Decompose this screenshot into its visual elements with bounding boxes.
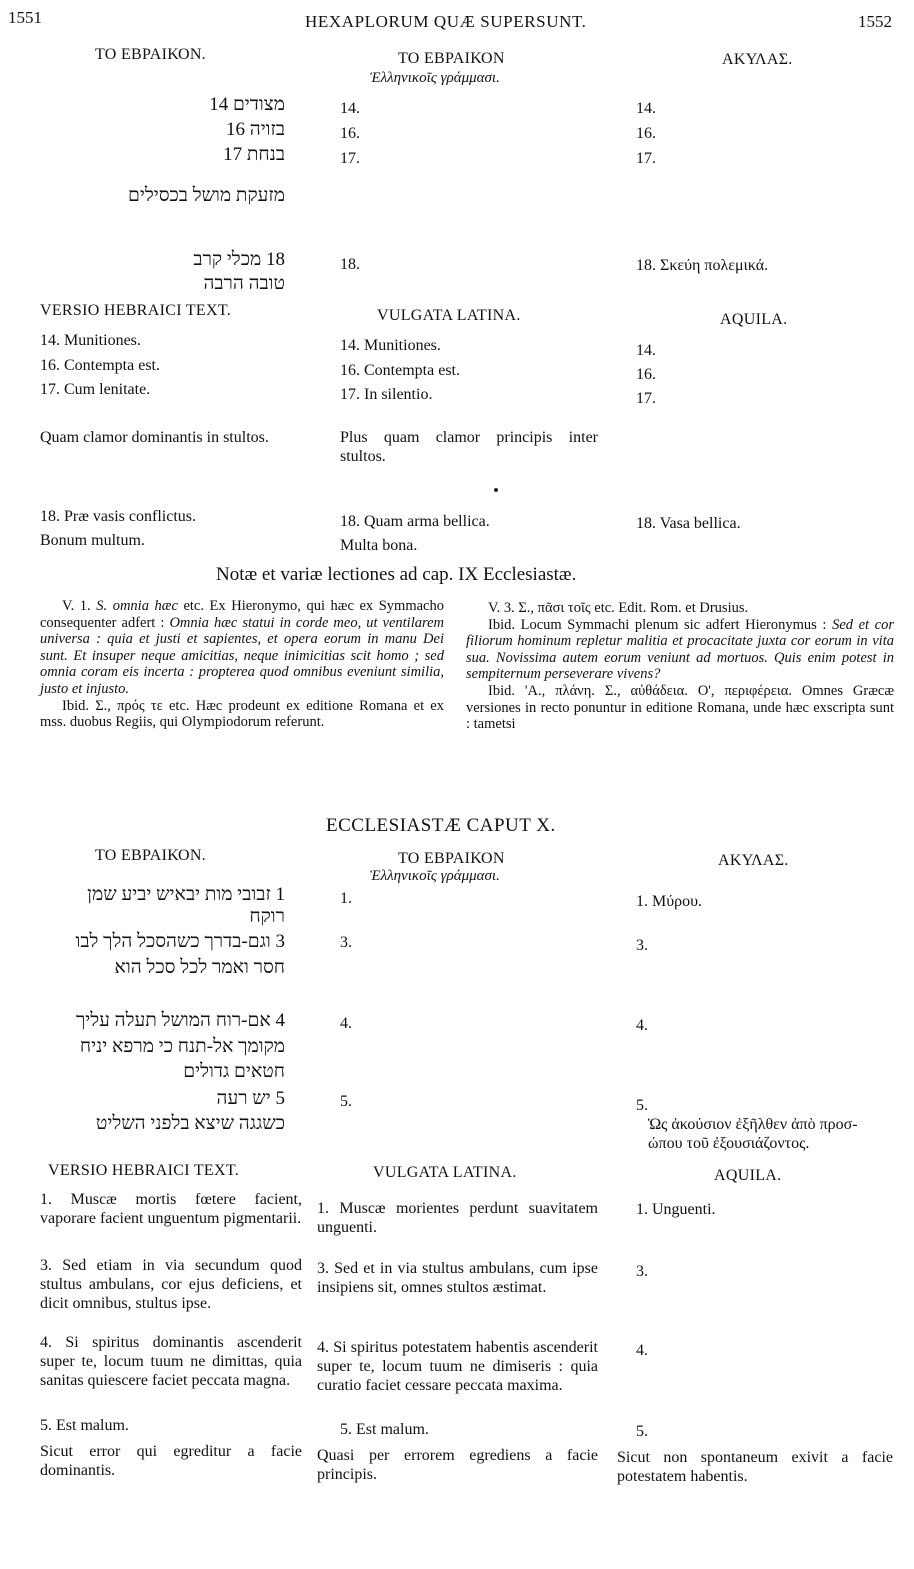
greek-letters-num: 3. <box>340 934 352 951</box>
col-head-greek-letters-sub: Ἑλληνικοῖς γράμμασι. <box>370 868 500 884</box>
hebrew-line: טובה הרבה <box>203 273 285 294</box>
hebrew-line: מזעקת מושל בכסילים <box>128 185 285 206</box>
vulgata-line: Plus quam clamor principis inter stultos. <box>340 429 598 465</box>
note-paragraph: Ibid. 'Α., πλάνη. Σ., αὐθάδεια. Ο', περιφέρεια. Omnes Græcæ versiones in recto ponuntur in editione Romana, unde hæc exscripta sunt : tametsi <box>466 682 894 733</box>
notes-title: Notæ et variæ lectiones ad cap. IX Ecclesiastæ. <box>216 564 577 585</box>
versio-line: 14. Munitiones. <box>40 332 141 349</box>
hebrew-line: 5 יש רעה <box>216 1088 285 1109</box>
hebrew-line: רוקח <box>249 906 285 927</box>
col-head-hebrew: ΤΟ ΕΒΡΑΙΚΟΝ. <box>95 847 206 864</box>
versio-verse: 5. Est malum. <box>40 1417 129 1434</box>
greek-letters-num: 18. <box>340 256 360 273</box>
col-head-versio: VERSIO HEBRAICI TEXT. <box>40 302 232 319</box>
note-paragraph: V. 3. Σ., πᾶσι τοῖς etc. Edit. Rom. et Drusius. <box>488 600 749 616</box>
col-head-aquila: ΑΚΥΛΑΣ. <box>722 51 793 68</box>
col-head-vulgata: VULGATA LATINA. <box>377 307 521 324</box>
notes-right-column <box>466 600 894 733</box>
note-paragraph: V. 1. S. omnia hæc etc. Ex Hieronymo, qui hæc ex Symmacho consequenter adfert : Omnia hæc statui in corde meo, ut ventilarem universa : quia et justi et sapientes, et opera eorum in manu Dei sunt. Et insuper neque amicitias, neque inimicitias scit homo ; sed omnia coram eis incerta : propterea quod omnibus eveniunt similia, justo et injusto. <box>40 598 444 697</box>
page-number-right: 1552 <box>858 12 892 31</box>
aquila-greek-line: 4. <box>636 1017 648 1034</box>
aquila-greek-line: 18. Σκεύη πολεμικά. <box>636 257 769 274</box>
vulgata-verse: Quasi per errorem egrediens a facie principis. <box>317 1447 598 1483</box>
vulgata-line: 18. Quam arma bellica. <box>340 513 490 530</box>
versio-verse: 3. Sed etiam in via secundum quod stultus ambulans, cor ejus deficiens, et dicit omnibus, stultus ipse. <box>40 1257 302 1312</box>
hebrew-line: חסר ואמר לכל סכל הוא <box>114 957 285 978</box>
page-number-left: 1551 <box>8 8 42 27</box>
versio-verse: 1. Muscæ mortis fœtere facient, vaporare facient unguentum pigmentarii. <box>40 1191 302 1227</box>
hebrew-line: 1 זבובי מות יבאיש יביע שמן <box>87 884 285 905</box>
versio-line: Bonum multum. <box>40 532 145 549</box>
vulgata-line: 16. Contempta est. <box>340 362 460 379</box>
aquila-latin-verse: 5. <box>636 1423 648 1440</box>
versio-line: Quam clamor dominantis in stultos. <box>40 429 269 446</box>
aquila-latin-verse: Sicut non spontaneum exivit a facie potestatem habentis. <box>617 1449 893 1485</box>
notes-left-column <box>40 598 444 731</box>
aquila-greek-line: Ὡς ἀκούσιον ἐξῆλθεν ἀπὸ προσ- <box>648 1116 858 1133</box>
aquila-greek-line: 16. <box>636 125 656 142</box>
aquila-latin-line: 14. <box>636 342 656 359</box>
hebrew-line: בזויה 16 <box>226 119 285 140</box>
greek-letters-num: 16. <box>340 125 360 142</box>
aquila-greek-line: 3. <box>636 937 648 954</box>
aquila-latin-line: 16. <box>636 366 656 383</box>
greek-letters-num: 14. <box>340 100 360 117</box>
col-head-greek-letters: ΤΟ ΕΒΡΑΙΚΟΝ <box>398 50 505 67</box>
running-title: HEXAPLORUM QUÆ SUPERSUNT. <box>305 12 587 31</box>
hebrew-line: מצודים 14 <box>209 94 285 115</box>
vulgata-verse: 4. Si spiritus potestatem habentis ascenderit super te, locum tuum ne dimiseris : quia curatio faciet cessare peccata maxima. <box>317 1339 598 1394</box>
hebrew-line: כשגגה שיצא בלפני השליט <box>95 1113 285 1134</box>
aquila-latin-line: 17. <box>636 390 656 407</box>
aquila-latin-verse: 4. <box>636 1342 648 1359</box>
col-head-vulgata: VULGATA LATINA. <box>373 1164 517 1181</box>
col-head-aquila-latin: AQUILA. <box>720 311 788 328</box>
hebrew-line: מקומך אל-תנח כי מרפא יניח <box>79 1036 285 1057</box>
aquila-greek-line: 5. <box>636 1097 648 1114</box>
vulgata-line: 14. Munitiones. <box>340 337 441 354</box>
col-head-aquila-latin: AQUILA. <box>714 1167 782 1184</box>
vulgata-verse: 5. Est malum. <box>340 1421 429 1438</box>
versio-verse: Sicut error qui egreditur a facie dominantis. <box>40 1443 302 1479</box>
chapter-title: ECCLESIASTÆ CAPUT X. <box>326 815 556 836</box>
hebrew-line: 4 אם-רוח המושל תעלה עליך <box>75 1010 285 1031</box>
greek-letters-num: 5. <box>340 1093 352 1110</box>
greek-letters-num: 4. <box>340 1015 352 1032</box>
versio-verse: 4. Si spiritus dominantis ascenderit super te, locum tuum ne dimittas, quia sanitas quiescere faciet peccata magna. <box>40 1334 302 1389</box>
versio-line: 18. Præ vasis conflictus. <box>40 508 196 525</box>
aquila-latin-verse: 3. <box>636 1263 648 1280</box>
note-paragraph: Ibid. Σ., πρός τε etc. Hæc prodeunt ex editione Romana et ex mss. duobus Regiis, qui Olympiodorum referunt. <box>40 697 444 731</box>
col-head-aquila: ΑΚΥΛΑΣ. <box>718 852 789 869</box>
vulgata-verse: 3. Sed et in via stultus ambulans, cum ipse insipiens sit, omnes stultos æstimat. <box>317 1260 598 1296</box>
ink-speck <box>494 488 498 492</box>
aquila-greek-line: 1. Μύρου. <box>636 893 703 910</box>
aquila-greek-line: ώπου τοῦ ἐξουσιάζοντος. <box>648 1135 810 1152</box>
aquila-greek-line: 17. <box>636 150 656 167</box>
col-head-greek-letters-sub: Ἑλληνικοῖς γράμμασι. <box>370 70 500 86</box>
greek-letters-num: 1. <box>340 890 352 907</box>
vulgata-line: 17. In silentio. <box>340 386 433 403</box>
hebrew-line: 18 מכלי קרב <box>193 249 285 270</box>
greek-letters-num: 17. <box>340 150 360 167</box>
vulgata-verse: 1. Muscæ morientes perdunt suavitatem unguenti. <box>317 1200 598 1236</box>
note-paragraph: Ibid. Locum Symmachi plenum sic adfert Hieronymus : Sed et cor filiorum hominum repletur malitia et procacitate juxta cor eorum in vita sua. Novissima autem eorum veniunt ad mortuos. Quis enim potest in sempiternum perseverare vivens? <box>466 616 895 683</box>
vulgata-line: Multa bona. <box>340 537 418 554</box>
versio-line: 16. Contempta est. <box>40 357 160 374</box>
col-head-versio: VERSIO HEBRAICI TEXT. <box>48 1162 240 1179</box>
aquila-latin-verse: 1. Unguenti. <box>636 1201 716 1218</box>
hebrew-line: חטאים גדולים <box>183 1061 285 1082</box>
versio-line: 17. Cum lenitate. <box>40 381 151 398</box>
hebrew-line: 3 וגם-בדרך כשהסכל הלך לבו <box>75 931 285 952</box>
aquila-latin-line: 18. Vasa bellica. <box>636 515 741 532</box>
col-head-greek-letters: ΤΟ ΕΒΡΑΙΚΟΝ <box>398 850 505 867</box>
hebrew-line: בנחת 17 <box>223 144 285 165</box>
aquila-greek-line: 14. <box>636 100 656 117</box>
col-head-hebrew: ΤΟ ΕΒΡΑΙΚΟΝ. <box>95 46 206 63</box>
